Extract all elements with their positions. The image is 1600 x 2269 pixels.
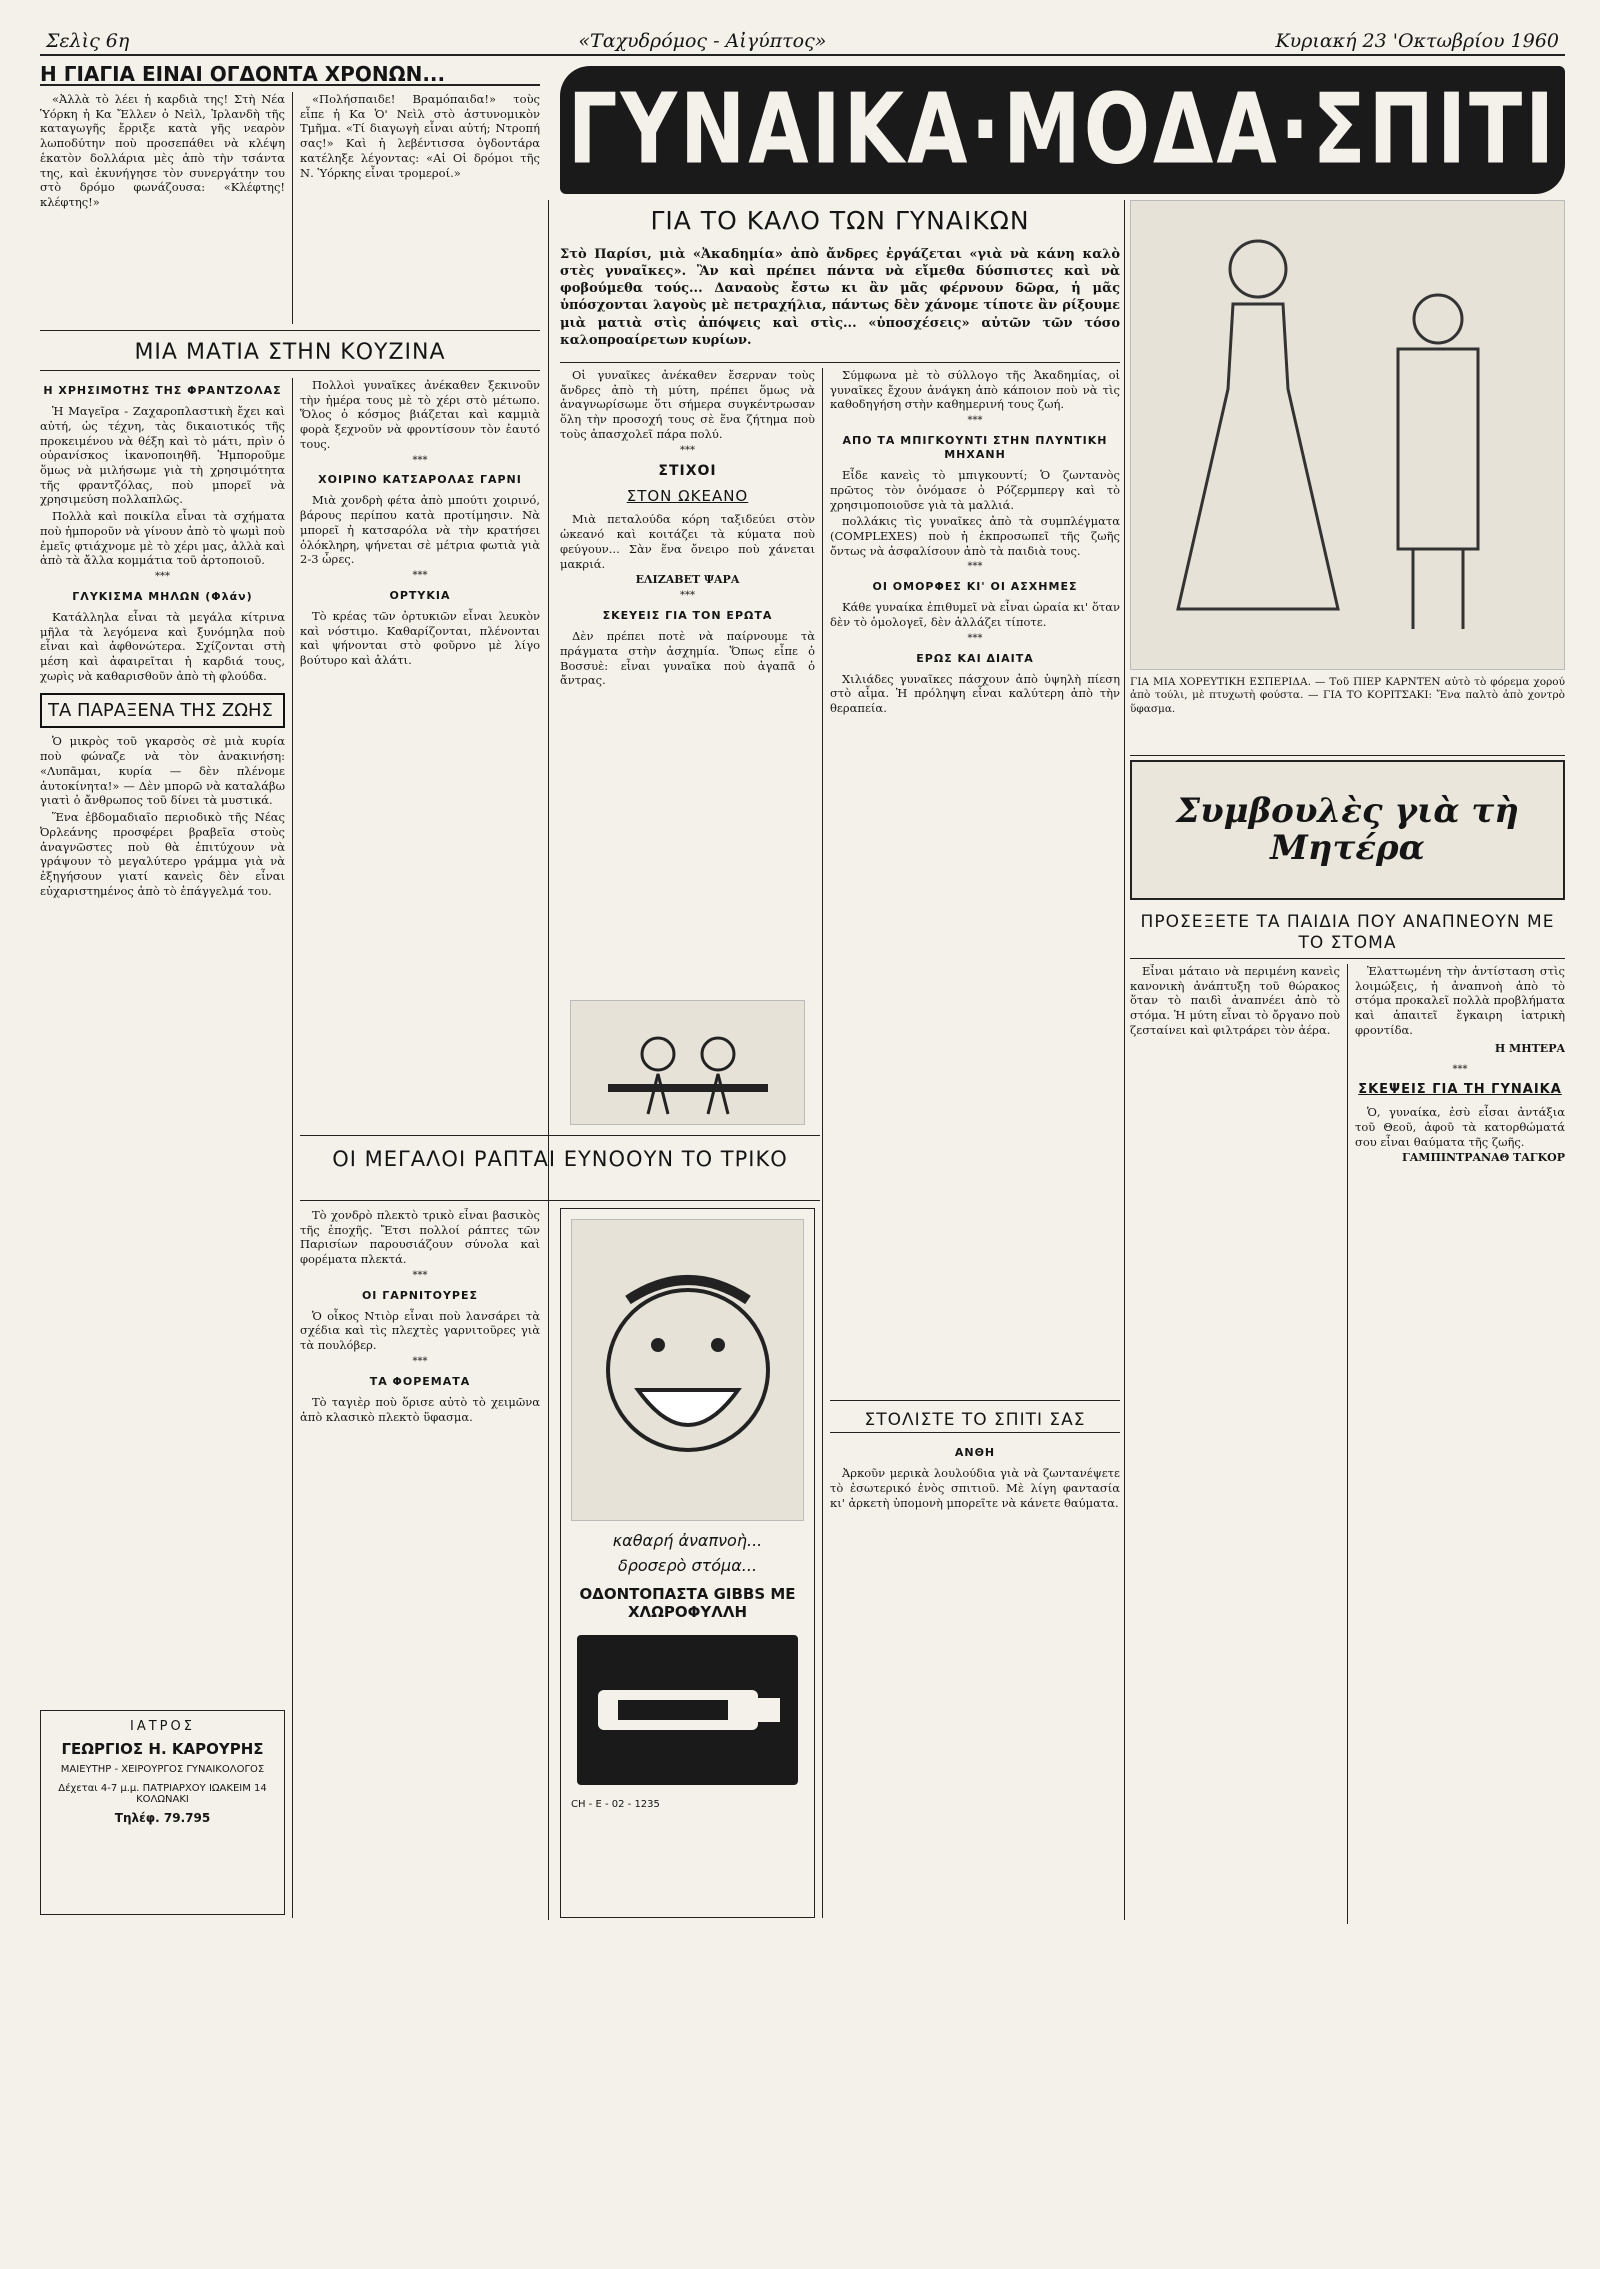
ad-tagline-2: δροσερὸ στόμα... bbox=[617, 1556, 758, 1575]
main-text-b: Σύμφωνα μὲ τὸ σύλλογο τῆς Ἀκαδημίας, οἱ γυναῖκες ἔχουν ἀνάγκη ἀπὸ κάποιον ποὺ νὰ τὶς καθοδηγήση στὴν καθημερινή τους ζωή. bbox=[830, 368, 1120, 412]
doctor-phone: Τηλέφ. 79.795 bbox=[114, 1811, 211, 1825]
doctor-ad bbox=[40, 1710, 285, 1915]
main-headline: ΓΙΑ ΤΟ ΚΑΛΟ ΤΩΝ ΓΥΝΑΙΚΩΝ bbox=[650, 206, 1030, 235]
fashion-caption: ΓΙΑ ΜΙΑ ΧΟΡΕΥΤΙΚΗ ΕΣΠΕΡΙΔΑ. — Τοῦ ΠΙΕΡ ΚΑΡΝΤΕΝ αὐτὸ τὸ φόρεμα χορού ἀπὸ τούλι, μὲ πτυχωτὴ φούστα. — ΓΙΑ ΤΟ ΚΟΡΙΤΣΑΚΙ: Ἔνα παλτὸ ἀπὸ χοντρὸ ὕφασμα. bbox=[1130, 676, 1565, 715]
diet-subhead: ΕΡΩΣ ΚΑΙ ΔΙΑΙΤΑ bbox=[916, 651, 1034, 665]
section-banner bbox=[560, 66, 1565, 194]
separator-stars: *** bbox=[412, 1355, 428, 1367]
doctor-hours: Δέχεται 4-7 μ.μ. ΠΑΤΡΙΑΡΧΟΥ ΙΩΑΚΕΙΜ 14 ΚΟΛΩΝΑΚΙ bbox=[58, 1783, 267, 1805]
column-divider bbox=[1124, 200, 1125, 1920]
beauty-text: Κάθε γυναίκα ἐπιθυμεῖ νὰ εἶναι ὡραία κι' ὅταν δὲν τὸ ὁμολογεῖ, δὲν ἀλλάζει τίποτε. bbox=[830, 600, 1120, 630]
section-rule bbox=[1130, 958, 1565, 959]
main-column-b bbox=[830, 368, 1120, 1128]
separator-stars: *** bbox=[680, 444, 695, 456]
section-rule bbox=[40, 370, 540, 371]
quail-text: Τὸ κρέας τῶν ὀρτυκιῶν εἶναι λευκὸν καὶ νόστιμο. Καθαρίζονται, πλένονται καὶ ψήνονται στὸ φοῦρνο μὲ λίγο βούτυρο καὶ ἀλάτι. bbox=[300, 608, 540, 668]
separator-stars: *** bbox=[155, 570, 170, 582]
thoughts-headline: ΣΚΕΨΕΙΣ ΓΙΑ ΤΗ ΓΥΝΑΙΚΑ bbox=[1358, 1082, 1562, 1098]
separator-stars: *** bbox=[412, 454, 428, 466]
col2-text-a: Πολλοὶ γυναῖκες ἀνέκαθεν ξεκινοῦν τὴν ἡμέρα τους μὲ τὸ χέρι στὸ μέτωπο. Ὅλος ὁ κόσμος βιάζεται καὶ καμμιὰ φορὰ ξεχνοῦν νὰ φροντίσουν τὸν ἑαυτό τους. bbox=[300, 378, 540, 451]
beauty-subhead: ΟΙ ΟΜΟΡΦΕΣ ΚΙ' ΟΙ ΑΣΧΗΜΕΣ bbox=[872, 580, 1078, 594]
main-text-c: πολλάκις τὶς γυναῖκες ἀπὸ τὰ συμπλέγματα (COMPLEXES) ποὺ ἡ ἐκπροσωπεῖ τῆς ζωῆς ὄντως νὰ ἀσφαλίσουν ἀπὸ τὰ παιδιὰ τους. bbox=[830, 514, 1120, 558]
ad-brand: ΟΔΟΝΤΟΠΑΣΤΑ GIBBS ΜΕ ΧΛΩΡΟΦΥΛΛΗ bbox=[579, 1585, 796, 1621]
love-text: Δὲν πρέπει ποτὲ νὰ παίρνουμε τὰ πράγματα στὴν ἀσχημία. Ὅπως εἶπε ὁ Βοσσυὲ: εἶναι γυναῖκα ποὺ ἀγαπᾶ ὁ ἄντρας. bbox=[560, 629, 815, 688]
kitchen-text-b: Πολλὰ καὶ ποικίλα εἶναι τὰ σχήματα ποὺ ἠμποροῦν νὰ γίνουν ἀπὸ τὸ ψωμὶ ποὺ ἐμεῖς φτιάχνομε μὲ τὸ χέρι μας, ἀλλὰ καὶ ἀπὸ τὰ ἄλλα κομμάτια τοῦ ἀρτοποιοῦ. bbox=[40, 509, 285, 568]
fashion-illustration bbox=[1130, 200, 1565, 670]
couple-illustration bbox=[570, 1000, 805, 1125]
newspaper-name: «Ταχυδρόμος - Αἰγύπτος» bbox=[572, 30, 832, 52]
kitchen-text-a: Ἡ Μαγεῖρα - Ζαχαροπλαστικὴ ἔχει καὶ αὐτή, ὡς τέχνη, τὰς δικαιοτικός τῆς προκειμένου νὰ θέξη καὶ τὸ μάτι, πρὶν ὁ οὐρανίσκος ἱκανοποιηθῆ. Ἡμποροῦμε ὅμως νὰ μιλήσωμε γιὰ τὴ χρησιμότητα τῆς φραντζόλας, ποὺ μπορεῖ νὰ χρησιμεύση πολλαπλῶς. bbox=[40, 404, 285, 507]
column-divider bbox=[822, 368, 823, 1918]
page-number: Σελὶς 6η bbox=[40, 30, 135, 52]
issue-date: Κυριακή 23 'Οκτωβρίου 1960 bbox=[1269, 30, 1565, 52]
flowers-subhead: ΑΝΘΗ bbox=[954, 1446, 996, 1459]
section-rule bbox=[560, 362, 1120, 363]
mother-advice-title: Συμβουλὲς γιὰ τὴ Μητέρα bbox=[1176, 790, 1519, 868]
grandma-headline: Η ΓΙΑΓΙΑ ΕΙΝΑΙ ΟΓΔΟΝΤΑ ΧΡΟΝΩΝ... bbox=[40, 62, 540, 86]
thoughts-author: ΓΑΜΠΙΝΤΡΑΝΑΘ ΤΑΓΚΟΡ bbox=[1401, 1151, 1565, 1165]
thoughts-text: Ὁ, γυναίκα, ἐσὺ εἶσαι ἀντάξια τοῦ Θεοῦ, ἀφοῦ τὰ κατορθώματά σου εἶναι θαύματα τῆς ζωῆς. bbox=[1355, 1105, 1565, 1149]
column-divider bbox=[548, 200, 549, 1920]
mother-signature: Η ΜΗΤΕΡΑ bbox=[1494, 1041, 1565, 1055]
odd-life-text-2: Ἕνα ἑβδομαδιαῖο περιοδικὸ τῆς Νέας Ὀρλεάνης προσφέρει βραβεῖα στοὺς ἀναγνῶστες ποὺ θὰ ἐπιτύχουν νὰ γράψουν τὸ μεγαλύτερο γράμμα γιὰ νὰ ἐξηγήσουν γιατί κανεὶς δὲν εἶναι εὐχαριστημένος ἀπὸ τὸ ἐπάγγελμά του. bbox=[40, 810, 285, 898]
kitchen-column bbox=[40, 378, 285, 1098]
love-subhead: ΣΚΕΥΕΙΣ ΓΙΑ ΤΟΝ ΕΡΩΤΑ bbox=[602, 609, 773, 623]
diet-text: Χιλιάδες γυναῖκες πάσχουν ἀπὸ ὑψηλὴ πίεση στὸ αἷμα. Ἡ πρόληψη εἶναι καλύτερη ἀπὸ τὴν θεραπεία. bbox=[830, 671, 1120, 716]
separator-stars: *** bbox=[412, 1269, 428, 1281]
section-rule bbox=[300, 1135, 820, 1136]
robot-text: Εἶδε κανεὶς τὸ μπιγκουντί; Ὁ ζωντανὸς πρῶτος τὸν ὀνόμασε ὁ Ρόζερμπεργ καὶ τὸ χρησιμοποιοῦσε γιὰ τὰ μαλλιά. bbox=[830, 468, 1120, 512]
separator-stars: *** bbox=[1452, 1063, 1468, 1075]
section-rule bbox=[300, 1200, 820, 1201]
trims-subhead: ΟΙ ΓΑΡΝΙΤΟΥΡΕΣ bbox=[361, 1288, 479, 1302]
sweet-text: Κατάλληλα εἶναι τὰ μεγάλα κίτρινα μῆλα τὰ λεγόμενα καὶ ξυνόμηλα ποὺ εἶναι καὶ ἀφθονώτερα. Σχίζονται στὴ μέση καὶ ἀφαιρεῖται ἡ καρδιά τους, χωρὶς νὰ καθαρισθοῦν ἀπὸ τὴ φλούδα. bbox=[40, 609, 285, 683]
fashion-figures-icon bbox=[1138, 209, 1558, 669]
pork-subhead: ΧΟΙΡΙΝΟ ΚΑΤΣΑΡΟΛΑΣ ΓΑΡΝΙ bbox=[318, 473, 522, 487]
main-lead: Στὸ Παρίσι, μιὰ «Ἀκαδημία» ἀπὸ ἄνδρες ἐργάζεται «γιὰ νὰ κάνη καλὸ στὲς γυναῖκες». Ἂν καὶ πρέπει πάντα νὰ εἴμεθα δύσπιστες καὶ νὰ φοβούμεθα τούς... Δαναοὺς ἔστω κι ἂν μᾶς φέρνουν δῶρα, ἡ μᾶς ὑπόσχονται λαγοὺς μὲ πετραχήλια, πάντως δὲν χάνομε τίποτε ἂν ρίξουμε μιὰ ματιὰ στὶς ἀπόψεις καὶ στὶς... «ὑποσχέσεις» αὐτῶν τῶν τόσο καλοπροαίρετων κυρίων. bbox=[560, 247, 1120, 348]
mother-column-a bbox=[1130, 964, 1340, 1924]
pork-text: Μιὰ χονδρὴ φέτα ἀπὸ μπούτι χοιρινό, βάρους περίπου κατὰ προτίμησιν. Νὰ μπορεῖ ἡ κατσαρόλα νὰ τὴν κρατήσει ὁλόκληρη, ψήνεται σὲ μέτρια φωτιὰ γιὰ 2-3 ὧρες. bbox=[300, 493, 540, 567]
grandma-column-a bbox=[40, 92, 285, 324]
ad-tagline: καθαρή ἀναπνοὴ... bbox=[612, 1531, 763, 1550]
poem-author: ΕΛΙΖΑΒΕΤ ΨΑΡΑ bbox=[635, 573, 740, 587]
doctor-label: ΙΑΤΡΟΣ bbox=[130, 1719, 195, 1734]
odd-life-box bbox=[40, 693, 285, 728]
knitting-text: Τὸ χονδρὸ πλεκτὸ τρικὸ εἶναι βασικὸς τῆς ἐποχῆς. Ἔτσι πολλοί ράπτες τῶν Παρισίων παρουσιάζουν σύνολα καὶ φορέματα πλεκτά. bbox=[300, 1208, 540, 1267]
separator-stars: *** bbox=[680, 590, 695, 602]
poem-text: Μιὰ πεταλούδα κόρη ταξιδεύει στὸν ὠκεανό καὶ κοιτάζει τὰ κύματα ποὺ φεύγουν... Σὰν ἕνα ὄνειρο ποὺ χάνεται μακριά. bbox=[560, 512, 815, 571]
column-divider bbox=[292, 378, 293, 1918]
poem-title: ΣΤΙΧΟΙ bbox=[658, 463, 717, 480]
mother-advice-subtitle: ΠΡΟΣΕΞΕΤΕ ΤΑ ΠΑΙΔΙΑ ΠΟΥ ΑΝΑΠΝΕΟΥΝ ΜΕ ΤΟ ΣΤΟΜΑ bbox=[1140, 912, 1555, 954]
odd-life-title: ΤΑ ΠΑΡΑΞΕΝΑ ΤΗΣ ΖΩΗΣ bbox=[48, 700, 273, 722]
mother-column-b bbox=[1355, 964, 1565, 1924]
kitchen-headline: ΜΙΑ ΜΑΤΙΑ ΣΤΗΝ ΚΟΥΖΙΝΑ bbox=[134, 340, 446, 365]
separator-stars: *** bbox=[967, 561, 983, 573]
section-rule bbox=[1130, 755, 1565, 756]
main-text-a: Οἱ γυναῖκες ἀνέκαθεν ἔσερναν τοὺς ἄνδρες ἀπὸ τὴ μύτη, πρέπει ὅμως νὰ ἀναγνωρίσωμε ὅτι σήμερα συγκέντρωσαν ὅλη τὴν προσοχή τους σὲ ἕνα ζήτημα ποὺ τοὺς ἀπασχολεῖ πάρα πολύ. bbox=[560, 368, 815, 441]
separator-stars: *** bbox=[967, 415, 983, 427]
decorate-headline: ΣΤΟΛΙΣΤΕ ΤΟ ΣΠΙΤΙ ΣΑΣ bbox=[864, 1410, 1086, 1430]
ad-code: CH - E - 02 - 1235 bbox=[571, 1799, 660, 1810]
separator-stars: *** bbox=[412, 570, 428, 582]
smiling-face-icon bbox=[588, 1260, 788, 1520]
column-divider bbox=[292, 92, 293, 324]
column-divider bbox=[1347, 964, 1348, 1924]
doctor-specialty: ΜΑΙΕΥΤΗΡ - ΧΕΙΡΟΥΡΓΟΣ ΓΥΝΑΙΚΟΛΟΓΟΣ bbox=[60, 1764, 265, 1775]
toothpaste-tube-icon bbox=[588, 1665, 788, 1755]
grandma-text-b: «Πολήσπαιδε! Βραμόπαιδα!» τοὺς εἶπε ἡ Κα Ὁ' Νεὶλ στὸ ἀστυνομικὸν Τμῆμα. «Τί διαγωγὴ εἶναι αὐτή; Ντροπή σας!» Καὶ ἡ λεβέντισσα ὀγδοντάρα κατέληξε λέγοντας: «Αἱ Οἱ δρόμοι τῆς Ν. Ὑόρκης εἶναι τρομεροί.» bbox=[300, 92, 540, 180]
knitting-headline: ΟΙ ΜΕΓΑΛΟΙ ΡΑΠΤΑΙ ΕΥΝΟΟΥΝ ΤΟ ΤΡΙΚΟ bbox=[332, 1147, 788, 1171]
sweet-subhead: ΓΛΥΚΙΣΜΑ ΜΗΛΩΝ (Φλάν) bbox=[72, 589, 253, 603]
toothpaste-ad bbox=[560, 1208, 815, 1918]
mother-advice-banner bbox=[1130, 760, 1565, 900]
section-rule bbox=[830, 1400, 1120, 1401]
grandma-text-a: «Ἀλλὰ τὸ λέει ἡ καρδιὰ της! Στὴ Νέα Ὑόρκη ἡ Κα Ἔλλεν ὁ Νεὶλ, Ἰρλανδὴ τῆς καταγωγῆς ἔρριξε κατὰ γῆς νεαρὸν λωποδύτην ποὺ προσεπάθει νὰ κλέψη ἑκατὸν δολλάρια μὲς ἀπὸ τὴν τσάντα της, καὶ ἐκυνήγησε τὸν συνεργάτην του στὸ δρόμο φωνάζουσα: «Κλέφτης! κλέφτης!» bbox=[40, 92, 285, 210]
dresses-text: Τὸ ταγιὲρ ποὺ ὅρισε αὐτὸ τὸ χειμῶνα ἀπὸ κλασικὸ πλεκτὸ ὕφασμα. bbox=[300, 1394, 540, 1424]
mother-text-a: Εἶναι μάταιο νὰ περιμένη κανεὶς κανονικὴ ἀνάπτυξη τοῦ θώρακος ὅταν τὸ παιδὶ ἀναπνέει ἀπὸ τὸ στόμα. Ἡ μύτη εἶναι τὸ ὄργανο ποὺ ζεσταίνει καὶ φιλτράρει τὸν ἀέρα. bbox=[1130, 964, 1340, 1037]
doctor-name: ΓΕΩΡΓΙΟΣ Η. ΚΑΡΟΥΡΗΣ bbox=[61, 1740, 264, 1758]
knitting-column bbox=[300, 1208, 540, 1918]
robot-subhead: ΑΠΟ ΤΑ ΜΠΙΓΚΟΥΝΤΙ ΣΤΗΝ ΠΛΥΝΤΙΚΗ ΜΗΧΑΝΗ bbox=[842, 433, 1108, 462]
dresses-subhead: ΤΑ ΦΟΡΕΜΑΤΑ bbox=[369, 1374, 471, 1388]
separator-stars: *** bbox=[967, 632, 983, 644]
poem-subtitle: ΣΤΟΝ ΩΚΕΑΝΟ bbox=[626, 487, 749, 506]
mother-text-b: Ἐλαττωμένη τὴν ἀντίσταση στὶς λοιμώξεις, ἡ ἀναπνοὴ ἀπὸ τὸ στόμα προκαλεῖ πολλὰ προβλήματα καὶ ἀπαιτεῖ ἔγκαιρη ἰατρικὴ φροντίδα. bbox=[1355, 964, 1565, 1037]
masthead bbox=[40, 30, 1565, 56]
grandma-column-b bbox=[300, 92, 540, 324]
couple-drawing-icon bbox=[588, 1014, 788, 1124]
section-rule bbox=[830, 1432, 1120, 1433]
quail-subhead: ΟΡΤΥΚΙΑ bbox=[389, 588, 451, 602]
smiling-man-illustration bbox=[571, 1219, 804, 1521]
kitchen-column-2 bbox=[300, 378, 540, 898]
decorate-text: Ἀρκοῦν μερικὰ λουλούδια γιὰ νὰ ζωντανέψετε τὸ ἐσωτερικό ἑνὸς σπιτιοῦ. Μὲ λίγη φαντασία κι' ἀρκετὴ ὑπομονὴ μπορεῖτε νὰ κάνετε θαύματα. bbox=[830, 1466, 1120, 1510]
section-rule bbox=[40, 330, 540, 331]
odd-life-text: Ὁ μικρὸς τοῦ γκαρσὸς σὲ μιὰ κυρία ποὺ φώναζε νὰ τὸν ἀνακινήση: «Λυπᾶμαι, κυρία — δὲν πλένομε ἀυτοκίνητα!» — Δὲν μπορῶ νὰ καταλάβω γιατὶ ὁ ἄνθρωπος τοῦ δίνει τὰ μυστικά. bbox=[40, 734, 285, 808]
toothpaste-tube-image bbox=[577, 1635, 798, 1785]
kitchen-subhead: Η ΧΡΗΣΙΜΟΤΗΣ ΤΗΣ ΦΡΑΝΤΖΟΛΑΣ bbox=[43, 384, 282, 397]
decorate-column bbox=[830, 1440, 1120, 1918]
banner-title: ΓΥΝΑΙΚΑ·ΜΟΔΑ·ΣΠΙΤΙ bbox=[567, 73, 1558, 187]
trims-text: Ὁ οἶκος Ντιὸρ εἶναι ποὺ λανσάρει τὰ σχέδια καὶ τὶς πλεχτὲς γαρνιτοῦρες γιὰ τὰ πουλόβερ. bbox=[300, 1308, 540, 1353]
